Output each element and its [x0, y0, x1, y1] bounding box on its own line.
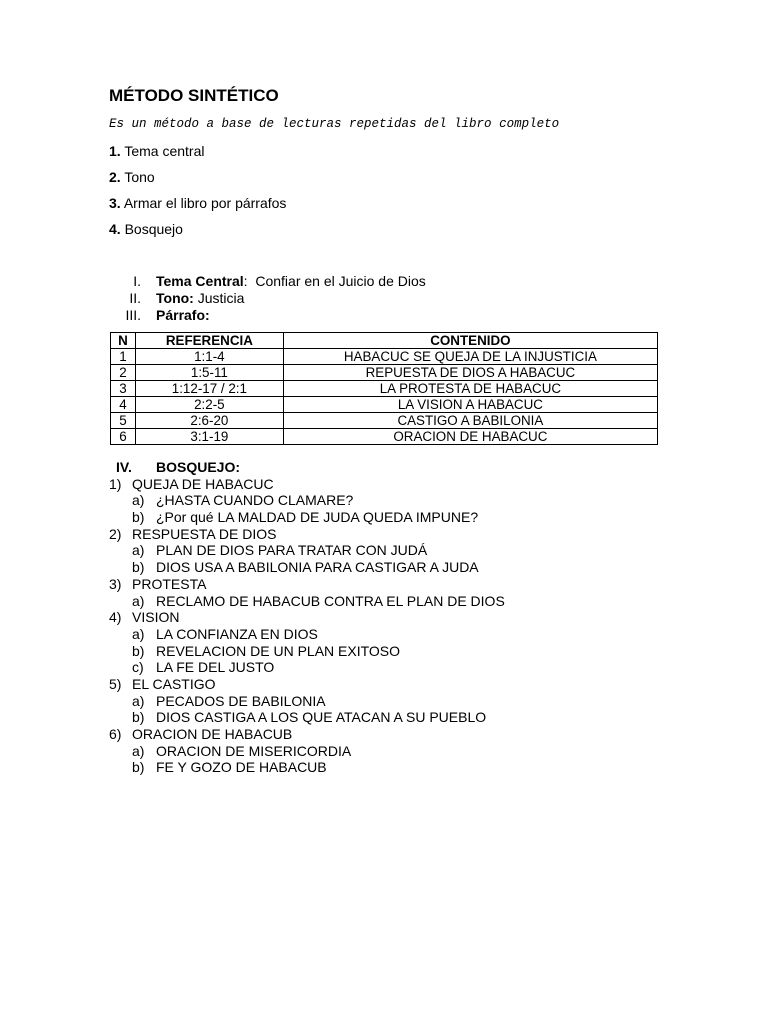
outline-item-text: QUEJA DE HABACUC [132, 475, 274, 492]
step-text: Tema central [124, 143, 205, 159]
outline-item-text: PROTESTA [132, 575, 207, 592]
table-header-row [111, 333, 658, 349]
cell-number: 5 [111, 413, 136, 429]
outline-subitem-text: REVELACION DE UN PLAN EXITOSO [156, 642, 401, 659]
step-text: Armar el libro por párrafos [123, 195, 287, 211]
outline-item-number: 2) [109, 525, 122, 542]
step-text: Tono [124, 169, 155, 185]
section-label: Tema Central [156, 273, 244, 289]
table-row [111, 349, 658, 365]
outline-subitem-letter: b) [132, 559, 145, 576]
section-label: Tono: [156, 290, 194, 306]
outline-subitem-text: PECADOS DE BABILONIA [156, 692, 326, 709]
step-item [109, 220, 183, 238]
step-item [109, 194, 286, 212]
outline-subitem-letter: b) [132, 642, 145, 659]
cell-number: 3 [111, 381, 136, 397]
outline-subitem-letter: a) [132, 492, 145, 509]
outline-item-number: 6) [109, 726, 122, 742]
outline-subitem-letter: a) [132, 592, 145, 609]
outline-subitem-letter: b) [132, 759, 145, 776]
cell-reference: 1:1-4 [135, 349, 283, 365]
section-separator: : [243, 273, 256, 289]
outline-subitem-text: PLAN DE DIOS PARA TRATAR CON JUDÁ [156, 542, 428, 559]
cell-content: LA VISION A HABACUC [283, 397, 657, 413]
section-number: I. [133, 273, 141, 289]
step-item [109, 168, 155, 186]
outline-subitem-letter: a) [132, 692, 145, 709]
outline-subitem-letter: b) [132, 709, 145, 726]
outline-item-number: 5) [109, 675, 122, 692]
step-text: Bosquejo [124, 221, 183, 237]
outline-item-number: 4) [109, 609, 122, 626]
table-row [111, 413, 658, 429]
section-value: Confiar en el Juicio de Dios [255, 273, 426, 289]
outline-subitem-text: ¿HASTA CUANDO CLAMARE? [156, 492, 354, 509]
step-number: 2. [109, 169, 121, 185]
cell-number: 4 [111, 397, 136, 413]
outline-subitem-letter: c) [132, 659, 144, 676]
cell-reference: 2:2-5 [135, 397, 283, 413]
outline-subitem-letter: a) [132, 625, 145, 642]
outline-subitem-letter: a) [132, 742, 145, 759]
cell-content: HABACUC SE QUEJA DE LA INJUSTICIA [283, 349, 657, 365]
outline-subitem-text: LA FE DEL JUSTO [156, 659, 275, 676]
document-subtitle: Es un método a base de lecturas repetidas del libro completo [109, 117, 560, 131]
column-header-reference: REFERENCIA [135, 333, 283, 349]
cell-reference: 1:12-17 / 2:1 [135, 381, 283, 397]
outline-subitem-text: DIOS CASTIGA A LOS QUE ATACAN A SU PUEBLO [156, 709, 487, 726]
outline-subitem-text: LA CONFIANZA EN DIOS [156, 625, 318, 642]
outline-subitem-text: ORACION DE MISERICORDIA [156, 742, 352, 759]
column-header-content: CONTENIDO [283, 333, 657, 349]
cell-reference: 2:6-20 [135, 413, 283, 429]
outline-subitem-text: RECLAMO DE HABACUB CONTRA EL PLAN DE DIOS [156, 592, 505, 609]
outline-subitem-text: ¿Por qué LA MALDAD DE JUDA QUEDA IMPUNE? [156, 509, 479, 526]
step-number: 1. [109, 143, 121, 159]
outline-item-text: RESPUESTA DE DIOS [132, 525, 277, 542]
table-row [111, 381, 658, 397]
outline-item-text: ORACION DE HABACUB [132, 726, 293, 742]
section-number: III. [125, 307, 141, 323]
outline-heading-number: IV. [116, 459, 132, 475]
step-number: 4. [109, 221, 121, 237]
section-label: Párrafo: [156, 307, 210, 323]
table-row [111, 429, 658, 445]
outline-heading-text: BOSQUEJO: [156, 459, 241, 475]
table-row [111, 397, 658, 413]
outline-item-text: VISION [132, 609, 180, 626]
outline-subitem-text: DIOS USA A BABILONIA PARA CASTIGAR A JUDA [156, 559, 479, 576]
cell-number: 6 [111, 429, 136, 445]
cell-number: 2 [111, 365, 136, 381]
cell-content: CASTIGO A BABILONIA [283, 413, 657, 429]
cell-reference: 3:1-19 [135, 429, 283, 445]
column-header-number: N [111, 333, 136, 349]
cell-content: ORACION DE HABACUC [283, 429, 657, 445]
outline-subitem-text: FE Y GOZO DE HABACUB [156, 759, 327, 776]
section-number: II. [129, 290, 141, 306]
section-value: Justicia [197, 290, 245, 306]
cell-content: REPUESTA DE DIOS A HABACUC [283, 365, 657, 381]
document-title: MÉTODO SINTÉTICO [109, 86, 279, 105]
step-number: 3. [109, 195, 121, 211]
reference-table [110, 332, 658, 445]
cell-reference: 1:5-11 [135, 365, 283, 381]
outline-item-text: EL CASTIGO [132, 675, 216, 692]
outline-subitem-letter: b) [132, 509, 145, 526]
cell-number: 1 [111, 349, 136, 365]
outline-subitem-letter: a) [132, 542, 145, 559]
cell-content: LA PROTESTA DE HABACUC [283, 381, 657, 397]
step-item [109, 142, 204, 160]
outline-item-number: 3) [109, 575, 122, 592]
table-row [111, 365, 658, 381]
outline-item-number: 1) [109, 475, 122, 492]
